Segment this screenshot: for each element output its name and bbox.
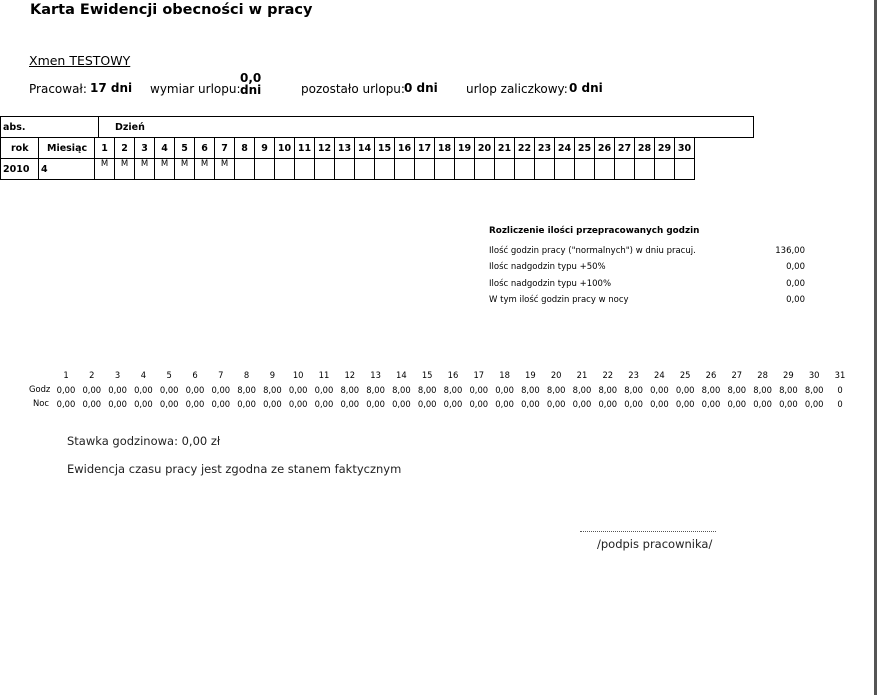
godz-value: 8,00 <box>624 385 643 395</box>
attendance-mark-cell: M <box>115 159 135 180</box>
attendance-mark-cell <box>615 159 635 180</box>
day-header-cell: 13 <box>335 138 355 159</box>
grid-day-number: 25 <box>679 370 691 380</box>
day-header-cell: 24 <box>555 138 575 159</box>
grid-day-number: 3 <box>114 370 121 380</box>
day-header-cell: 23 <box>535 138 555 159</box>
noc-value: 0,00 <box>598 399 618 409</box>
day-header-cell: 5 <box>175 138 195 159</box>
attendance-mark-cell <box>555 159 575 180</box>
summary-row-value: 136,00 <box>775 246 805 256</box>
day-label: Dzień <box>99 117 754 138</box>
summary-row-label: Ilośc nadgodzin typu +100% <box>489 278 612 289</box>
summary-row <box>489 259 805 275</box>
noc-value: 0,00 <box>675 399 695 409</box>
page-title: Karta Ewidencji obecności w pracy <box>30 2 313 18</box>
hours-summary <box>489 226 805 308</box>
attendance-mark-cell <box>375 159 395 180</box>
summary-row-value: 0,00 <box>786 262 805 273</box>
grid-day-number: 7 <box>218 370 224 380</box>
attendance-mark-cell <box>575 159 595 180</box>
summary-rows <box>489 243 805 308</box>
godz-value: 0 <box>837 385 843 395</box>
noc-value: 0,00 <box>753 399 772 409</box>
grid-day-number: 17 <box>473 370 485 380</box>
noc-value: 0,00 <box>495 399 514 409</box>
day-header-cell: 19 <box>455 138 475 159</box>
day-header-cell: 6 <box>195 138 215 159</box>
godz-value: 8,00 <box>753 385 772 395</box>
grid-day-number: 13 <box>370 370 381 380</box>
noc-value: 0,00 <box>572 399 592 409</box>
day-header-cell: 12 <box>315 138 335 159</box>
noc-value: 0,00 <box>546 399 566 409</box>
noc-value: 0,00 <box>314 399 334 409</box>
grid-day-number: 20 <box>550 370 562 380</box>
day-header-cell: 7 <box>215 138 235 159</box>
day-header-cell: 15 <box>375 138 395 159</box>
month-label: Miesiąc <box>39 138 95 159</box>
attendance-mark-cell <box>355 159 375 180</box>
noc-value: 0,00 <box>82 399 102 409</box>
attendance-mark-cell <box>675 159 695 180</box>
day-header-cell: 18 <box>435 138 455 159</box>
grid-day-number: 5 <box>166 370 172 380</box>
attendance-mark-cell <box>275 159 295 180</box>
noc-value: 0,00 <box>469 399 489 409</box>
worked-label: Pracował: <box>29 82 87 96</box>
day-header-cell: 20 <box>475 138 495 159</box>
advance-value: 0 dni <box>569 81 603 95</box>
grid-day-number: 8 <box>243 370 250 380</box>
day-header-cell: 2 <box>115 138 135 159</box>
attendance-mark-cell <box>655 159 675 180</box>
attendance-mark-cell <box>635 159 655 180</box>
attendance-mark-cell <box>315 159 335 180</box>
godz-value: 8,00 <box>237 385 256 395</box>
noc-value: 0,00 <box>185 399 205 409</box>
day-header-cell: 11 <box>295 138 315 159</box>
godz-value: 0,00 <box>469 385 489 395</box>
godz-value: 8,00 <box>263 385 282 395</box>
worked-value: 17 dni <box>90 81 133 95</box>
attendance-mark-cell <box>295 159 315 180</box>
noc-value: 0,00 <box>701 399 721 409</box>
attendance-mark-cell <box>495 159 515 180</box>
grid-day-number: 27 <box>731 370 743 380</box>
day-header-cell: 27 <box>615 138 635 159</box>
godz-value: 8,00 <box>443 385 463 395</box>
day-header-cell: 21 <box>495 138 515 159</box>
page-edge-divider <box>874 0 892 695</box>
godz-value: 8,00 <box>598 385 618 395</box>
attendance-mark-cell: M <box>175 159 195 180</box>
grid-day-number: 23 <box>628 370 639 380</box>
godz-value: 8,00 <box>727 385 747 395</box>
leave-value-number: 0,0 <box>240 71 262 85</box>
godz-value: 0,00 <box>134 385 153 395</box>
grid-day-number: 30 <box>808 370 820 380</box>
advance-label: urlop zaliczkowy: <box>466 82 568 96</box>
summary-row-label: W tym ilość godzin pracy w nocy <box>489 294 629 305</box>
day-header-cell: 8 <box>235 138 255 159</box>
attendance-mark-cell <box>395 159 415 180</box>
noc-value: 0,00 <box>624 399 643 409</box>
day-header-cell: 1 <box>95 138 115 159</box>
abs-label: abs. <box>1 117 99 138</box>
day-header-cell: 26 <box>595 138 615 159</box>
noc-value: 0,00 <box>650 399 669 409</box>
grid-day-number: 12 <box>344 370 356 380</box>
day-header-cell: 16 <box>395 138 415 159</box>
signature-line <box>580 531 716 532</box>
attendance-mark-cell <box>475 159 495 180</box>
noc-value: 0,00 <box>417 399 437 409</box>
noc-value: 0,00 <box>263 399 282 409</box>
summary-row <box>489 243 805 259</box>
godz-value: 8,00 <box>392 385 411 395</box>
noc-value: 0,00 <box>804 399 824 409</box>
day-header-cell: 3 <box>135 138 155 159</box>
attendance-mark-cell <box>335 159 355 180</box>
hourly-rate: Stawka godzinowa: 0,00 zł <box>67 434 221 448</box>
grid-day-number: 22 <box>602 370 614 380</box>
day-header-cell: 4 <box>155 138 175 159</box>
noc-value: 0,00 <box>443 399 463 409</box>
grid-day-number: 21 <box>576 370 588 380</box>
attendance-row <box>1 159 695 180</box>
noc-value: 0,00 <box>288 399 308 409</box>
leave-label: wymiar urlopu: <box>150 82 241 96</box>
attendance-mark-cell: M <box>195 159 215 180</box>
remaining-label: pozostało urlopu: <box>301 82 405 96</box>
attendance-mark-cell: M <box>135 159 155 180</box>
godz-value: 8,00 <box>804 385 824 395</box>
grid-day-number: 28 <box>757 370 768 380</box>
attendance-mark-cell: M <box>155 159 175 180</box>
noc-value: 0,00 <box>56 399 76 409</box>
godz-value: 8,00 <box>572 385 592 395</box>
attendance-mark-cell <box>535 159 555 180</box>
attendance-mark-cell <box>455 159 475 180</box>
grid-day-number: 24 <box>654 370 665 380</box>
noc-value: 0,00 <box>340 399 360 409</box>
godz-value: 8,00 <box>546 385 566 395</box>
grid-day-number: 15 <box>421 370 433 380</box>
godz-value: 0,00 <box>495 385 514 395</box>
month-value: 4 <box>39 159 95 180</box>
attendance-mark-cell <box>435 159 455 180</box>
attendance-mark-cell <box>415 159 435 180</box>
grid-day-number: 14 <box>396 370 407 380</box>
grid-day-number: 1 <box>63 370 69 380</box>
grid-day-number: 6 <box>192 370 198 380</box>
day-header-cell: 9 <box>255 138 275 159</box>
employee-name: Xmen TESTOWY <box>29 53 131 68</box>
summary-row-value: 0,00 <box>786 294 805 305</box>
day-header-cell: 14 <box>355 138 375 159</box>
summary-row-label: Ilośc nadgodzin typu +50% <box>489 262 606 273</box>
grid-day-number: 26 <box>705 370 717 380</box>
statement: Ewidencja czasu pracy jest zgodna ze stanem faktycznym <box>67 462 402 476</box>
grid-day-number: 16 <box>447 370 459 380</box>
attendance-mark-cell <box>235 159 255 180</box>
noc-value: 0,00 <box>159 399 179 409</box>
noc-value: 0,00 <box>521 399 540 409</box>
day-header-cell: 10 <box>275 138 295 159</box>
grid-day-number: 11 <box>318 370 330 380</box>
leave-value-unit: dni <box>240 83 262 97</box>
godz-value: 8,00 <box>366 385 385 395</box>
remaining-value: 0 dni <box>404 81 438 95</box>
day-header-cell: 25 <box>575 138 595 159</box>
noc-value: 0,00 <box>237 399 256 409</box>
noc-value: 0,00 <box>392 399 411 409</box>
grid-day-number: 19 <box>525 370 536 380</box>
signature-label: /podpis pracownika/ <box>597 537 713 551</box>
godz-value: 8,00 <box>701 385 721 395</box>
noc-value: 0,00 <box>108 399 127 409</box>
noc-value: 0,00 <box>366 399 385 409</box>
noc-value: 0,00 <box>779 399 798 409</box>
summary-row <box>489 276 805 292</box>
grid-day-number: 2 <box>89 370 95 380</box>
godz-value: 0,00 <box>56 385 76 395</box>
attendance-table <box>0 137 695 180</box>
summary-title: Rozliczenie ilości przepracowanych godzin <box>489 226 700 236</box>
grid-day-number: 10 <box>292 370 304 380</box>
godz-value: 0,00 <box>288 385 308 395</box>
grid-day-number: 18 <box>499 370 510 380</box>
summary-row-value: 0,00 <box>786 278 805 289</box>
attendance-mark-cell: M <box>95 159 115 180</box>
grid-day-number: 31 <box>834 370 846 380</box>
noc-value: 0 <box>837 399 843 409</box>
godz-value: 0,00 <box>159 385 179 395</box>
day-header-cell: 17 <box>415 138 435 159</box>
noc-value: 0,00 <box>211 399 231 409</box>
attendance-mark-cell <box>515 159 535 180</box>
summary-row <box>489 292 805 308</box>
year-label: rok <box>1 138 39 159</box>
godz-value: 0,00 <box>675 385 695 395</box>
noc-value: 0,00 <box>727 399 747 409</box>
day-header-cell: 28 <box>635 138 655 159</box>
godz-value: 0,00 <box>314 385 334 395</box>
attendance-mark-cell: M <box>215 159 235 180</box>
noc-label: Noc <box>33 398 49 408</box>
day-header-cell: 29 <box>655 138 675 159</box>
days-header-row <box>1 138 695 159</box>
godz-value: 8,00 <box>779 385 798 395</box>
godz-value: 0,00 <box>211 385 231 395</box>
godz-value: 0,00 <box>185 385 205 395</box>
grid-day-number: 29 <box>783 370 794 380</box>
godz-value: 8,00 <box>417 385 437 395</box>
noc-value: 0,00 <box>134 399 153 409</box>
year-value: 2010 <box>1 159 39 180</box>
attendance-header-table <box>0 116 754 138</box>
attendance-mark-cell <box>595 159 615 180</box>
attendance-mark-cell <box>255 159 275 180</box>
grid-day-number: 4 <box>140 370 147 380</box>
summary-row-label: Ilość godzin pracy ("normalnych") w dniu pracuj. <box>489 246 696 256</box>
godz-label: Godz <box>29 384 51 394</box>
day-header-cell: 30 <box>675 138 695 159</box>
leave-value <box>240 72 261 96</box>
godz-value: 8,00 <box>521 385 540 395</box>
godz-value: 0,00 <box>650 385 669 395</box>
godz-value: 8,00 <box>340 385 360 395</box>
godz-value: 0,00 <box>108 385 127 395</box>
grid-day-number: 9 <box>269 370 276 380</box>
day-header-cell: 22 <box>515 138 535 159</box>
godz-value: 0,00 <box>82 385 102 395</box>
